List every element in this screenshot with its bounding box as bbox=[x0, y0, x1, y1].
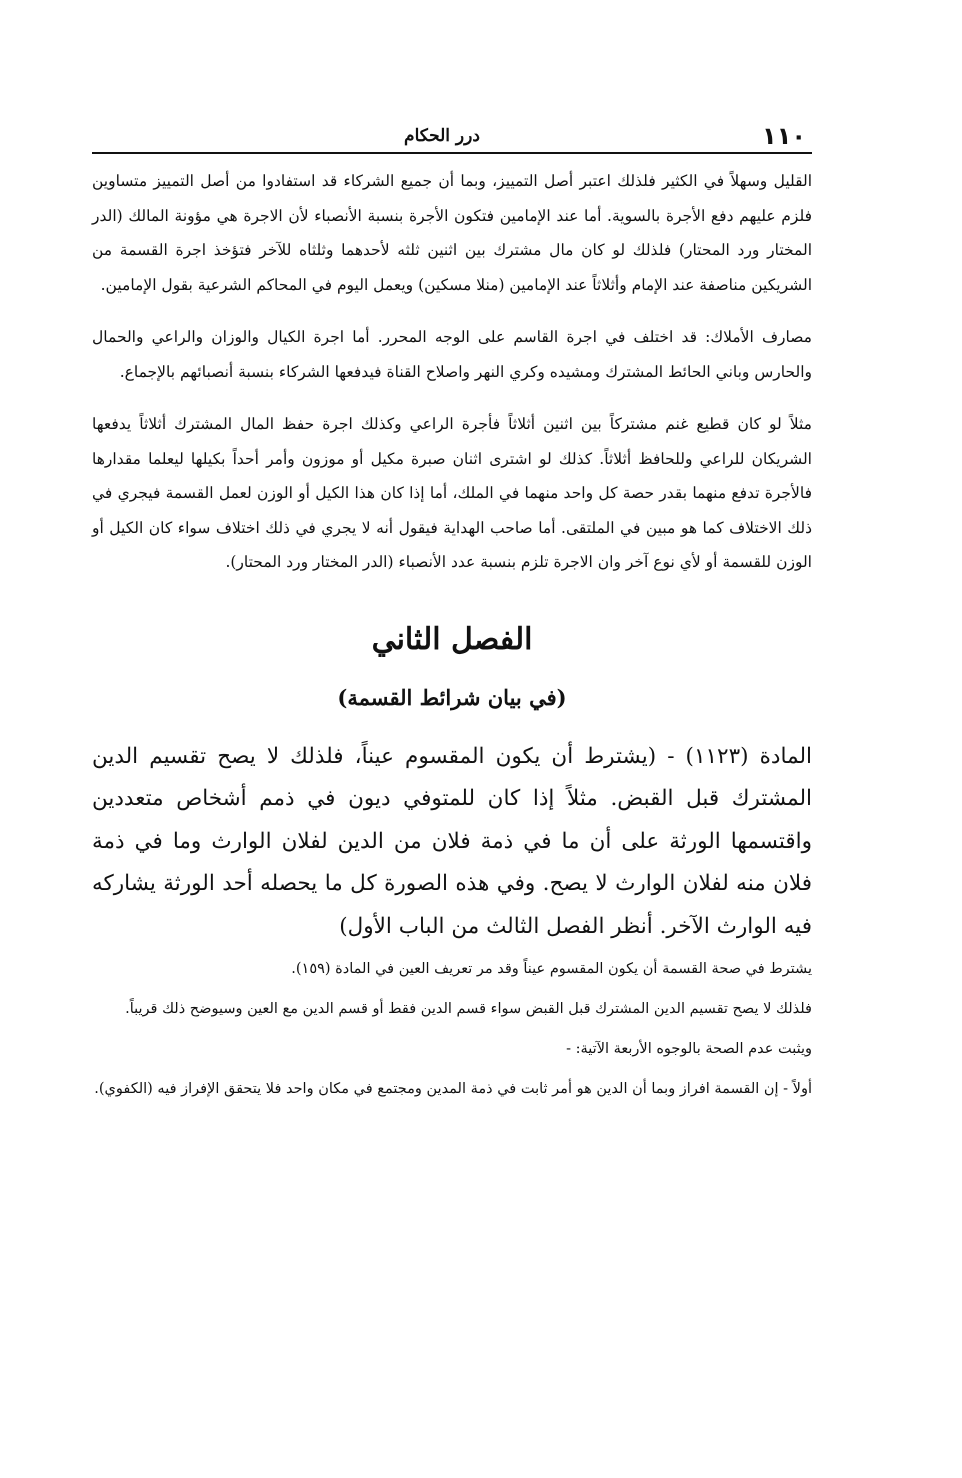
commentary-debt-division: فلذلك لا يصح تقسيم الدين المشترك قبل القبض سواء قسم الدين فقط أو قسم الدين مع العين وسيوضح ذلك قريباً. bbox=[125, 1001, 812, 1017]
book-title: درر الحكام bbox=[404, 126, 480, 146]
commentary-first-reason: أولاً - إن القسمة افراز وبما أن الدين هو أمر ثابت في ذمة المدين ومجتمع في مكان واحد فلا يتحقق الإفراز فيه (الكفوي). bbox=[94, 1081, 812, 1097]
article-1123: المادة (١١٢٣) - (يشترط أن يكون المقسوم عيناً، فلذلك لا يصح تقسيم الدين المشترك قبل القبض. مثلاً إذا كان للمتوفي ديون في ذمم أشخاص متعددين واقتسمها الورثة على أن ما في ذمة فلان من الدين لفلان الوارث وما في ذمة فلان منه لفلان الوارث لا يصح. وفي هذه الصورة كل ما يحصله أحد الورثة يشاركه فيه الوارث الآخر. أنظر الفصل الثالث من الباب الأول) bbox=[92, 743, 812, 939]
paragraph-example: مثلاً لو كان قطيع غنم مشتركاً بين اثنين أثلاثاً فأجرة الراعي وكذلك اجرة حفظ المال المشترك أثلاثاً يدفعها الشريكان للراعي وللحافظ أثلاثاً. كذلك لو اشترى اثنان صبرة مكيل أو موزون وأمر أحداً بكيلها ليعلما مقدارها فالأجرة تدفع منهما بقدر حصة كل واحد منهما في الملك، أما إذا كان هذا الكيل أو الوزن لعمل القسمة فيجري في ذلك الاختلاف كما هو مبين في الملتقى. أما صاحب الهداية فيقول أنه لا يجري في ذلك اختلاف سواء كان الكيل أو الوزن للقسمة أو لأي نوع آخر وان الاجرة تلزم بنسبة عدد الأنصباء (الدر المختار ورد المحتار). bbox=[92, 415, 812, 571]
commentary-four-reasons: ويثبت عدم الصحة بالوجوه الأربعة الآتية: - bbox=[566, 1041, 812, 1057]
commentary-condition: يشترط في صحة القسمة أن يكون المقسوم عيناً وقد مر تعريف العين في المادة (١٥٩). bbox=[291, 961, 812, 977]
chapter-subtitle: (في بيان شرائط القسمة) bbox=[337, 684, 567, 710]
paragraph-property-expenses: مصارف الأملاك: قد اختلف في اجرة القاسم على الوجه المحرر. أما اجرة الكيال والوزان والراعي والحمال والحارس وباني الحائط المشترك ومشيده وكري النهر واصلاح القناة فيدفعها الشركاء بنسبة أنصبائهم بالإجماع. bbox=[92, 328, 812, 381]
page bbox=[92, 118, 812, 1104]
running-head bbox=[92, 118, 812, 154]
chapter-title: الفصل الثاني bbox=[371, 621, 533, 657]
page-number: ١١٠ bbox=[762, 122, 806, 150]
paragraph-fee-equality: القليل وسهلاً في الكثير فلذلك اعتبر أصل التمييز، وبما أن جميع الشركاء قد استفادوا من أصل التمييز متساوين فلزم عليهم دفع الأجرة بالسوية. أما عند الإمامين فتكون الأجرة بنسبة الأنصباء لأن الاجرة هي مؤونة المالك (الدر المختار ورد المحتار) فلذلك لو كان مال مشترك بين اثنين ثلثه لأحدهما وثلثاه للآخر فتؤخذ اجرة القسمة من الشريكين مناصفة عند الإمام وأثلاثاً عند الإمامين (منلا مسكين) ويعمل اليوم في المحاكم الشرعية بقول الإمامين. bbox=[92, 172, 812, 294]
